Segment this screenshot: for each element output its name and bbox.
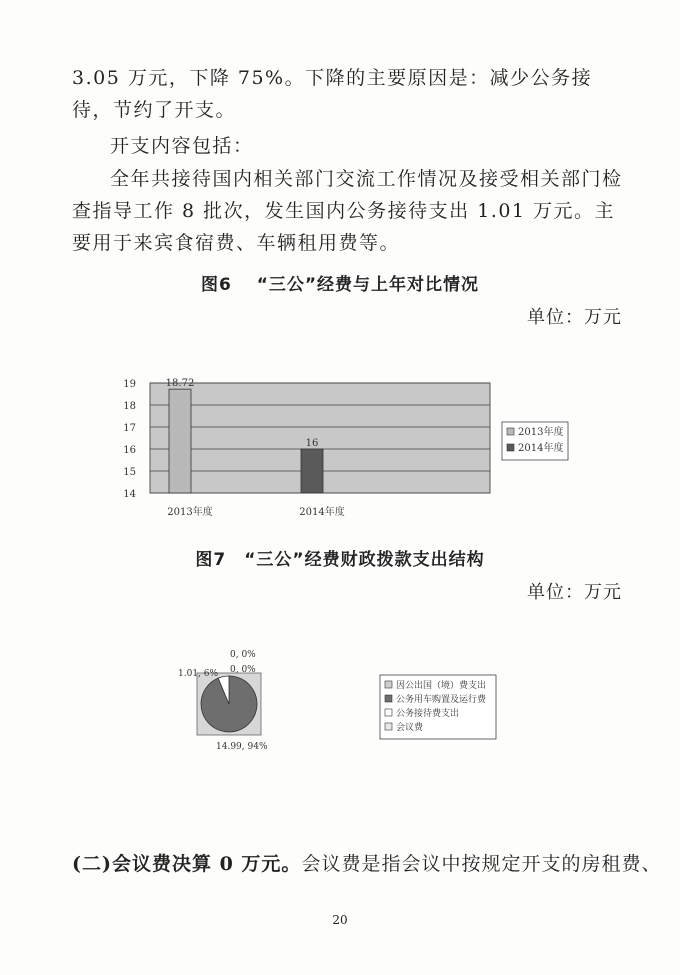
pie-legend-swatch (385, 681, 392, 688)
pie-legend-label: 因公出国（境）费支出 (396, 681, 487, 691)
figure6-unit: 单位：万元 (527, 307, 622, 328)
paragraph-reception: 全年共接待国内相关部门交流工作情况及接受相关部门检查指导工作 8 批次，发生国内公务接待支出 1.01 万元。主要用于来宾食宿费、车辆租用费等。 (72, 168, 623, 254)
paragraph-meeting-fee (72, 849, 662, 876)
pie-legend-swatch (385, 723, 392, 730)
legend-label: 2013年度 (518, 427, 564, 438)
legend-label: 2014年度 (518, 443, 564, 454)
paragraph-decrease: 3.05 万元，下降 75%。下降的主要原因是：减少公务接待，节约了开支。 (72, 67, 593, 121)
pie-data-label: 0, 0% (230, 650, 256, 660)
pie-chart (170, 645, 510, 760)
y-tick-label: 16 (123, 445, 136, 456)
pie-legend-label: 公务用车购置及运行费 (396, 695, 487, 705)
meeting-fee-description: 会议费是指会议中按规定开支的房租费、 (301, 853, 662, 875)
pie-data-label: 14.99, 94% (216, 742, 268, 752)
figure7-title: 图7 “三公”经费财政拨款支出结构 (195, 550, 485, 570)
paragraph-spend-intro: 开支内容包括： (110, 135, 254, 157)
pie-legend-swatch (385, 695, 392, 702)
figure6-title: 图6 “三公”经费与上年对比情况 (200, 275, 480, 295)
bar-chart (110, 365, 580, 525)
y-tick-label: 18 (123, 401, 136, 412)
y-tick-label: 17 (123, 423, 136, 434)
legend-swatch (507, 444, 514, 451)
meeting-fee-amount: 0 万元。 (211, 853, 302, 875)
pie-legend-label: 公务接待费支出 (396, 709, 460, 719)
x-tick-label: 2014年度 (299, 507, 345, 518)
pie-legend-swatch (385, 709, 392, 716)
y-tick-label: 19 (123, 379, 136, 390)
bar (301, 449, 323, 493)
bar-data-label: 16 (305, 438, 319, 449)
meeting-fee-heading: (二)会议费决算 (72, 853, 212, 875)
bar (169, 389, 191, 493)
pie-legend-label: 会议费 (396, 723, 424, 733)
y-tick-label: 14 (123, 489, 136, 500)
bar-data-label: 18.72 (165, 378, 195, 390)
x-tick-label: 2013年度 (167, 507, 213, 518)
page-number: 20 (332, 913, 348, 927)
pie-data-label: 0, 0% (230, 665, 256, 675)
figure7-unit: 单位：万元 (527, 582, 622, 603)
y-tick-label: 15 (123, 467, 136, 478)
legend-swatch (507, 428, 514, 435)
pie-data-label: 1.01, 6% (178, 669, 219, 679)
